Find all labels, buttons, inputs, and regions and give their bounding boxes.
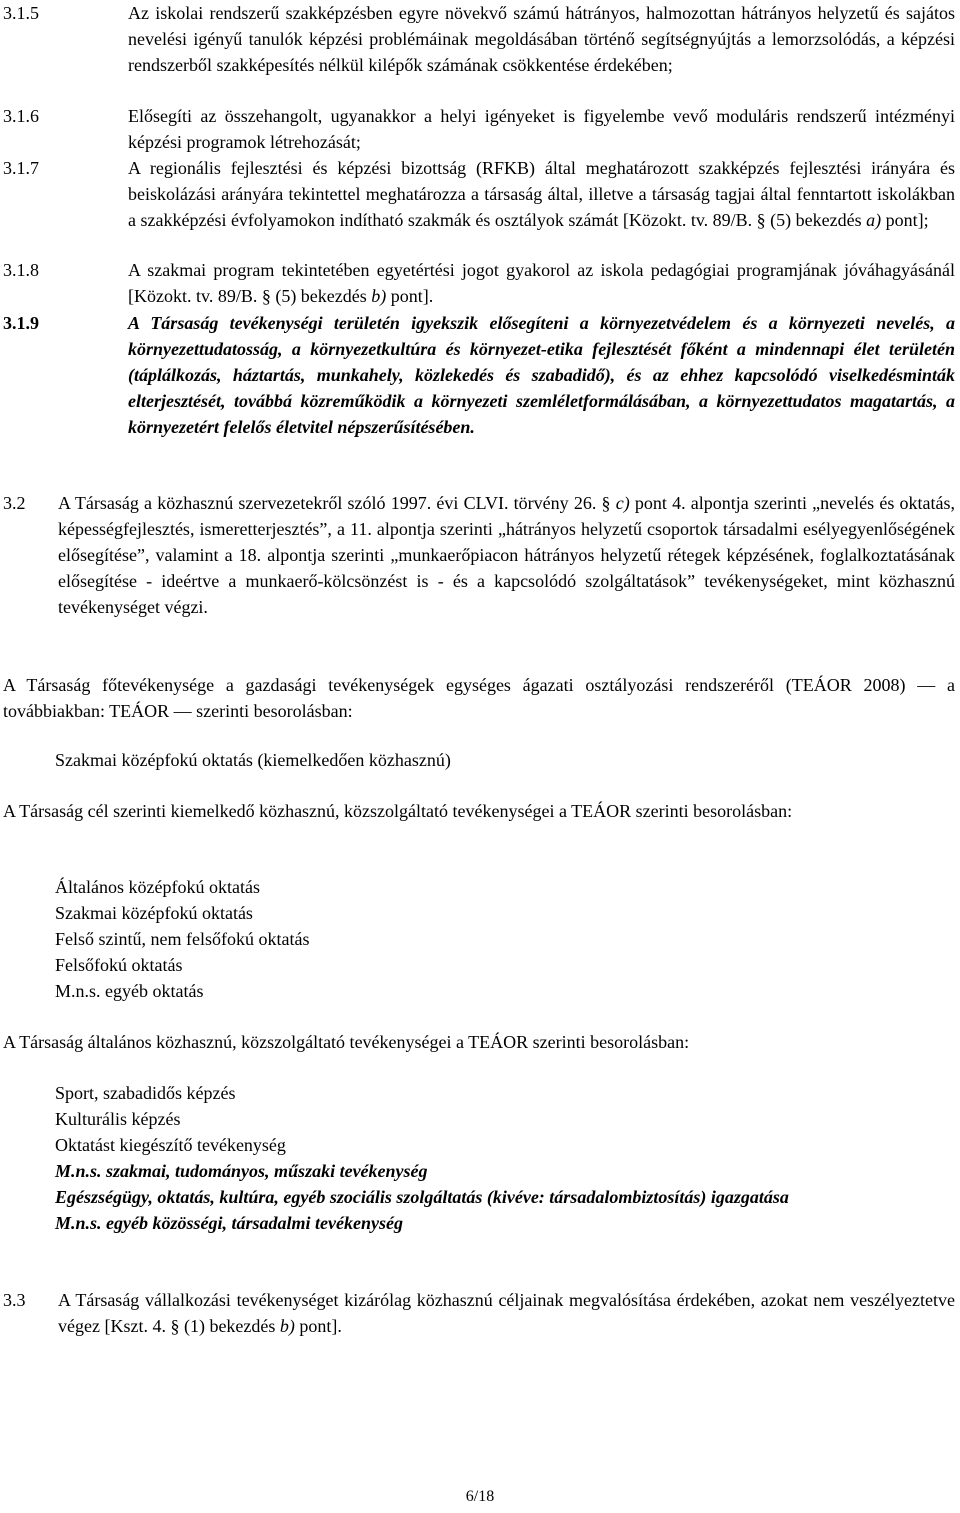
item-text: Az iskolai rendszerű szakképzésben egyre növekvő számú hátrányos, halmozottan hátrányos helyzetű és sajátos nevelési igényű tanulók képzési problémáinak megoldásában történő segítségnyújtás a lemorzsolódás, a képzési rendszerből szakképesítés nélkül kilépők számának csökkentése érdekében; bbox=[128, 3, 955, 75]
item-text: A regionális fejlesztési és képzési bizottság (RFKB) által meghatározott szakképzés fejlesztési irányára és beiskolázási arányára tekintettel meghatározza a társaság által, illetve a társaság tagjai által fenntartott iskolákban a szakképzési évfolyamokon indítható szakmák és osztályok számát [Közokt. tv. 89/B. § (5) bekezdés a) pont]; bbox=[128, 158, 955, 230]
list-item: Oktatást kiegészítő tevékenység bbox=[55, 1135, 286, 1155]
list-item: Általános középfokú oktatás bbox=[55, 877, 260, 897]
section-text: A Társaság a közhasznú szervezetekről szóló 1997. évi CLVI. törvény 26. § c) pont 4. alpontja szerinti „nevelés és oktatás, képességfejlesztés, ismeretterjesztés”, a 11. alpontja szerinti „hátrányos helyzetű csoportok társadalmi esélyegyenlőségének elősegítése”, valamint a 18. alpontja szerinti „munkaerőpiacon hátrányos helyzetű rétegek képzésének, foglalkoztatásának elősegítése - ideértve a munkaerő-kölcsönzést is - és a kapcsolódó szolgáltatások” tevékenységeket, mint közhasznú tevékenységet végzi. bbox=[58, 493, 956, 617]
list-item: M.n.s. egyéb közösségi, társadalmi tevékenység bbox=[55, 1213, 403, 1233]
item-text: A szakmai program tekintetében egyetértési jogot gyakorol az iskola pedagógiai programjának jóváhagyásánál [Közokt. tv. 89/B. § (5) bekezdés b) pont]. bbox=[128, 260, 955, 306]
goal-activities-paragraph: A Társaság cél szerinti kiemelkedő közhasznú, közszolgáltató tevékenységei a TEÁOR szerinti besorolásban: bbox=[3, 801, 793, 821]
item-number: 3.1.6 bbox=[3, 106, 39, 126]
item-number: 3.1.9 bbox=[3, 313, 39, 333]
item-text: Elősegíti az összehangolt, ugyanakkor a helyi igényeket is figyelembe vevő moduláris rendszerű intézményi képzési programok létrehozását; bbox=[128, 106, 955, 152]
item-number: 3.1.8 bbox=[3, 260, 39, 280]
section-number: 3.2 bbox=[3, 493, 26, 513]
section-3-3 bbox=[3, 1287, 955, 1339]
item-3-1-7 bbox=[3, 155, 955, 233]
main-activity-paragraph: A Társaság főtevékenysége a gazdasági tevékenységek egységes ágazati osztályozási rendszeréről (TEÁOR 2008) — a továbbiakban: TEÁOR — szerinti besorolásban: bbox=[3, 675, 955, 721]
item-3-1-9 bbox=[3, 310, 955, 440]
section-3-2 bbox=[3, 490, 955, 620]
list-item: Felsőfokú oktatás bbox=[55, 955, 183, 975]
section-text: A Társaság vállalkozási tevékenységet kizárólag közhasznú céljainak megvalósítása érdekében, azokat nem veszélyeztetve végez [Kszt. 4. § (1) bekezdés b) pont]. bbox=[58, 1290, 955, 1336]
list-item: Egészségügy, oktatás, kultúra, egyéb szociális szolgáltatás (kivéve: társadalombiztosítás) igazgatása bbox=[55, 1187, 789, 1207]
list-item: Szakmai középfokú oktatás bbox=[55, 903, 253, 923]
list-item: Sport, szabadidős képzés bbox=[55, 1083, 236, 1103]
general-activities-paragraph: A Társaság általános közhasznú, közszolgáltató tevékenységei a TEÁOR szerinti besorolásban: bbox=[3, 1032, 690, 1052]
list-item: Kulturális képzés bbox=[55, 1109, 181, 1129]
list-item: M.n.s. szakmai, tudományos, műszaki tevékenység bbox=[55, 1161, 428, 1181]
item-number: 3.1.5 bbox=[3, 3, 39, 23]
main-activity: Szakmai középfokú oktatás (kiemelkedően közhasznú) bbox=[55, 750, 451, 770]
item-3-1-6 bbox=[3, 103, 955, 155]
general-activities-list bbox=[55, 1080, 955, 1236]
item-text: A Társaság tevékenységi területén igyekszik elősegíteni a környezetvédelem és a környezeti nevelés, a környezettudatosság, a környezetkultúra és környezet-etika fejlesztését főként a mindennapi élet területén (táplálkozás, háztartás, munkahely, közlekedés és szabadidő), és az ehhez kapcsolódó viselkedésminták elterjesztését, továbbá közreműködik a környezeti szemléletformálásában, a környezettudatos magatartás, a környezetért felelős életvitel népszerűsítésében. bbox=[128, 313, 955, 437]
goal-activities-list bbox=[55, 874, 955, 1004]
section-number: 3.3 bbox=[3, 1290, 26, 1310]
item-number: 3.1.7 bbox=[3, 158, 39, 178]
item-3-1-5 bbox=[3, 0, 955, 78]
list-item: Felső szintű, nem felsőfokú oktatás bbox=[55, 929, 310, 949]
page-number: 6/18 bbox=[465, 1488, 495, 1505]
list-item: M.n.s. egyéb oktatás bbox=[55, 981, 204, 1001]
item-3-1-8 bbox=[3, 257, 955, 309]
